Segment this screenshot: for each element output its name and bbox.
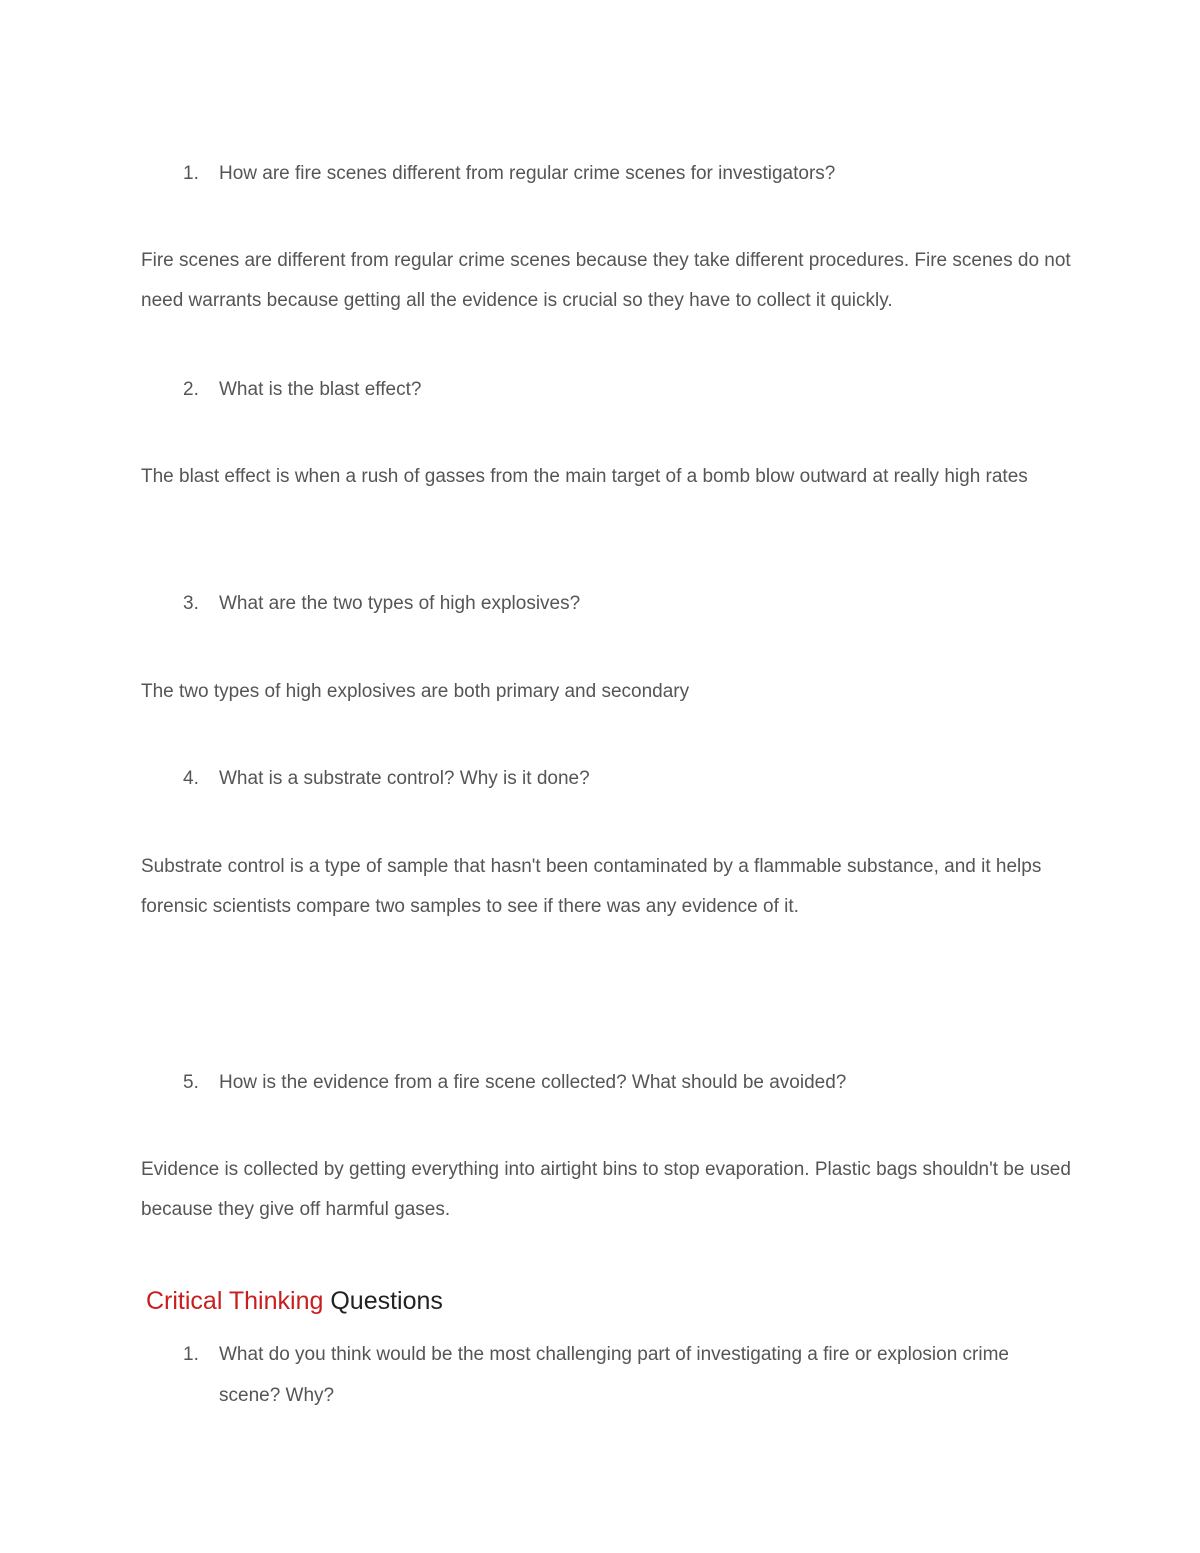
question-text: How are fire scenes different from regular crime scenes for investigators?	[219, 163, 836, 184]
question-number: 5.	[183, 1072, 199, 1093]
question-4	[183, 759, 590, 799]
section-heading-accent: Critical Thinking	[146, 1287, 324, 1315]
section-heading	[146, 1280, 443, 1322]
answer-3: The two types of high explosives are both primary and secondary	[141, 681, 690, 702]
critical-thinking-question-1	[183, 1334, 1063, 1416]
question-number: 2.	[183, 379, 199, 400]
question-text: How is the evidence from a fire scene collected? What should be avoided?	[219, 1072, 847, 1093]
question-number: 1.	[183, 163, 199, 184]
answer-1: Fire scenes are different from regular crime scenes because they take different procedures. Fire scenes do not need warrants because getting all the evidence is crucial so they have to collect it quickly.	[141, 250, 1071, 311]
question-1	[183, 154, 835, 194]
section-heading-rest: Questions	[330, 1287, 443, 1315]
question-text: What are the two types of high explosives?	[219, 593, 581, 614]
answer-2: The blast effect is when a rush of gasses from the main target of a bomb blow outward at really high rates	[141, 466, 1028, 487]
answer-5: Evidence is collected by getting everything into airtight bins to stop evaporation. Plastic bags shouldn't be used because they give off harmful gases.	[141, 1159, 1071, 1220]
question-text: What is a substrate control? Why is it done?	[219, 768, 590, 789]
answer-4: Substrate control is a type of sample that hasn't been contaminated by a flammable substance, and it helps forensic scientists compare two samples to see if there was any evidence of it.	[141, 856, 1042, 917]
question-3	[183, 584, 580, 624]
question-number: 1.	[183, 1344, 199, 1365]
question-5	[183, 1063, 846, 1103]
question-text: What is the blast effect?	[219, 379, 422, 400]
question-text: What do you think would be the most challenging part of investigating a fire or explosion crime scene? Why?	[219, 1344, 1009, 1406]
question-2	[183, 370, 421, 410]
question-number: 3.	[183, 593, 199, 614]
question-number: 4.	[183, 768, 199, 789]
